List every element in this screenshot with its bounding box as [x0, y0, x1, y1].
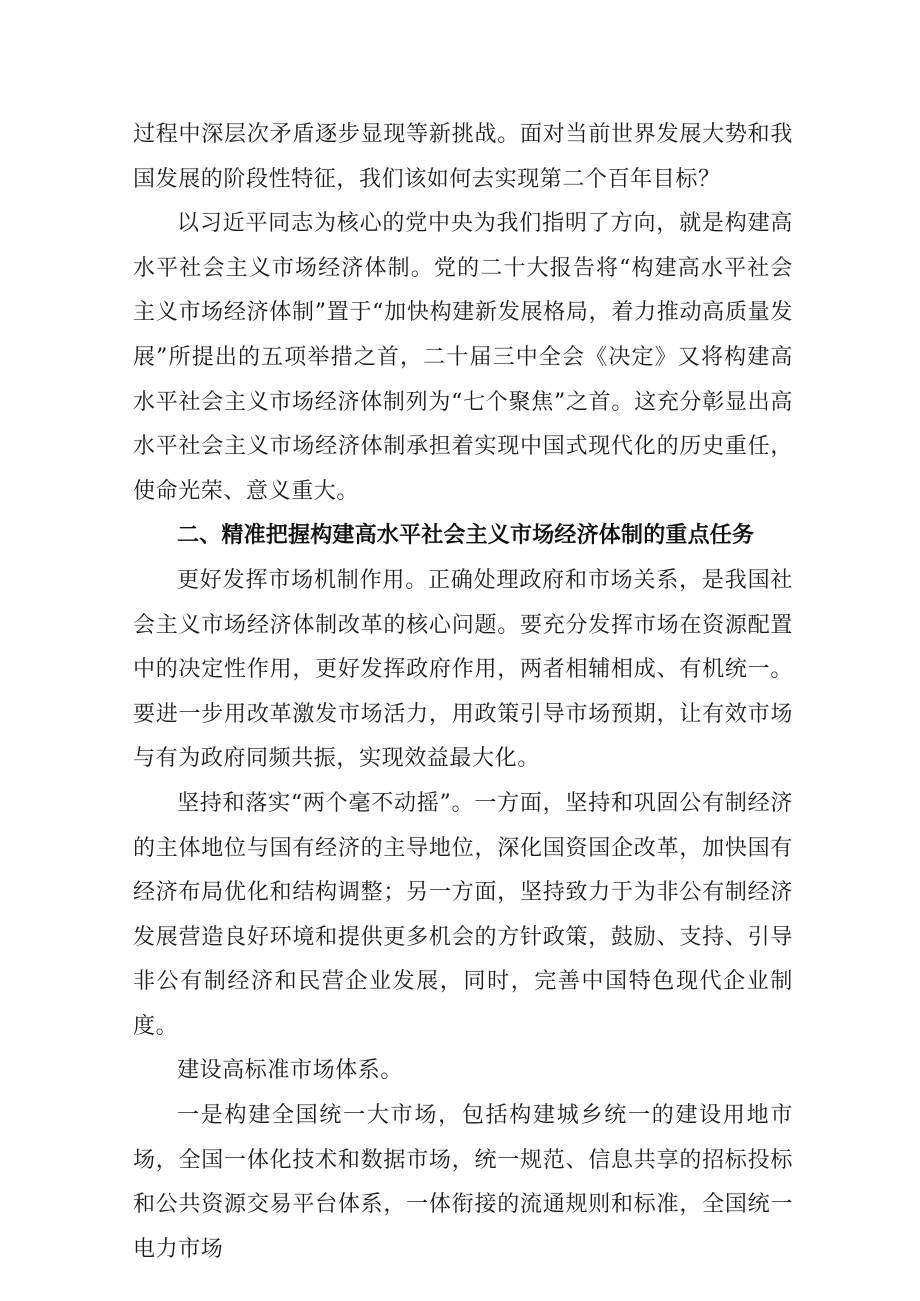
- paragraph-two-unwavering: 坚持和落实“两个毫不动摇”。一方面，坚持和巩固公有制经济的主体地位与国有经济的主导地位，深化国资国企改革，加快国有经济布局优化和结构调整；另一方面，坚持致力于为非公有制经济发展营造良好环境和提供更多机会的方针政策，鼓励、支持、引导非公有制经济和民营企业发展，同时，完善中国特色现代企业制度。: [133, 790, 793, 1039]
- paragraph-continued: 过程中深层次矛盾逐步显现等新挑战。面对当前世界发展大势和我国发展的阶段性特征，我们该如何去实现第二个百年目标？: [133, 122, 793, 192]
- paragraph-direction: 以习近平同志为核心的党中央为我们指明了方向，就是构建高水平社会主义市场经济体制。党的二十大报告将“构建高水平社会主义市场经济体制”置于“加快构建新发展格局，着力推动高质量发展”所提出的五项举措之首，二十届三中全会《决定》又将构建高水平社会主义市场经济体制列为“七个聚焦”之首。这充分彰显出高水平社会主义市场经济体制承担着实现中国式现代化的历史重任，使命光荣、意义重大。: [133, 211, 793, 504]
- section-heading: 二、精准把握构建高水平社会主义市场经济体制的重点任务: [177, 523, 755, 549]
- paragraph-unified-market: 一是构建全国统一大市场，包括构建城乡统一的建设用地市场，全国一体化技术和数据市场，统一规范、信息共享的招标投标和公共资源交易平台体系，一体衔接的流通规则和标准，全国统一电力市场: [133, 1103, 793, 1262]
- document-body: [133, 113, 793, 1272]
- paragraph-market-mechanism: 更好发挥市场机制作用。正确处理政府和市场关系，是我国社会主义市场经济体制改革的核心问题。要充分发挥市场在资源配置中的决定性作用，更好发挥政府作用，两者相辅相成、有机统一。要进一步用改革激发市场活力，用政策引导市场预期，让有效市场与有为政府同频共振，实现效益最大化。: [133, 567, 793, 772]
- paragraph-market-system-heading: 建设高标准市场体系。: [177, 1058, 404, 1084]
